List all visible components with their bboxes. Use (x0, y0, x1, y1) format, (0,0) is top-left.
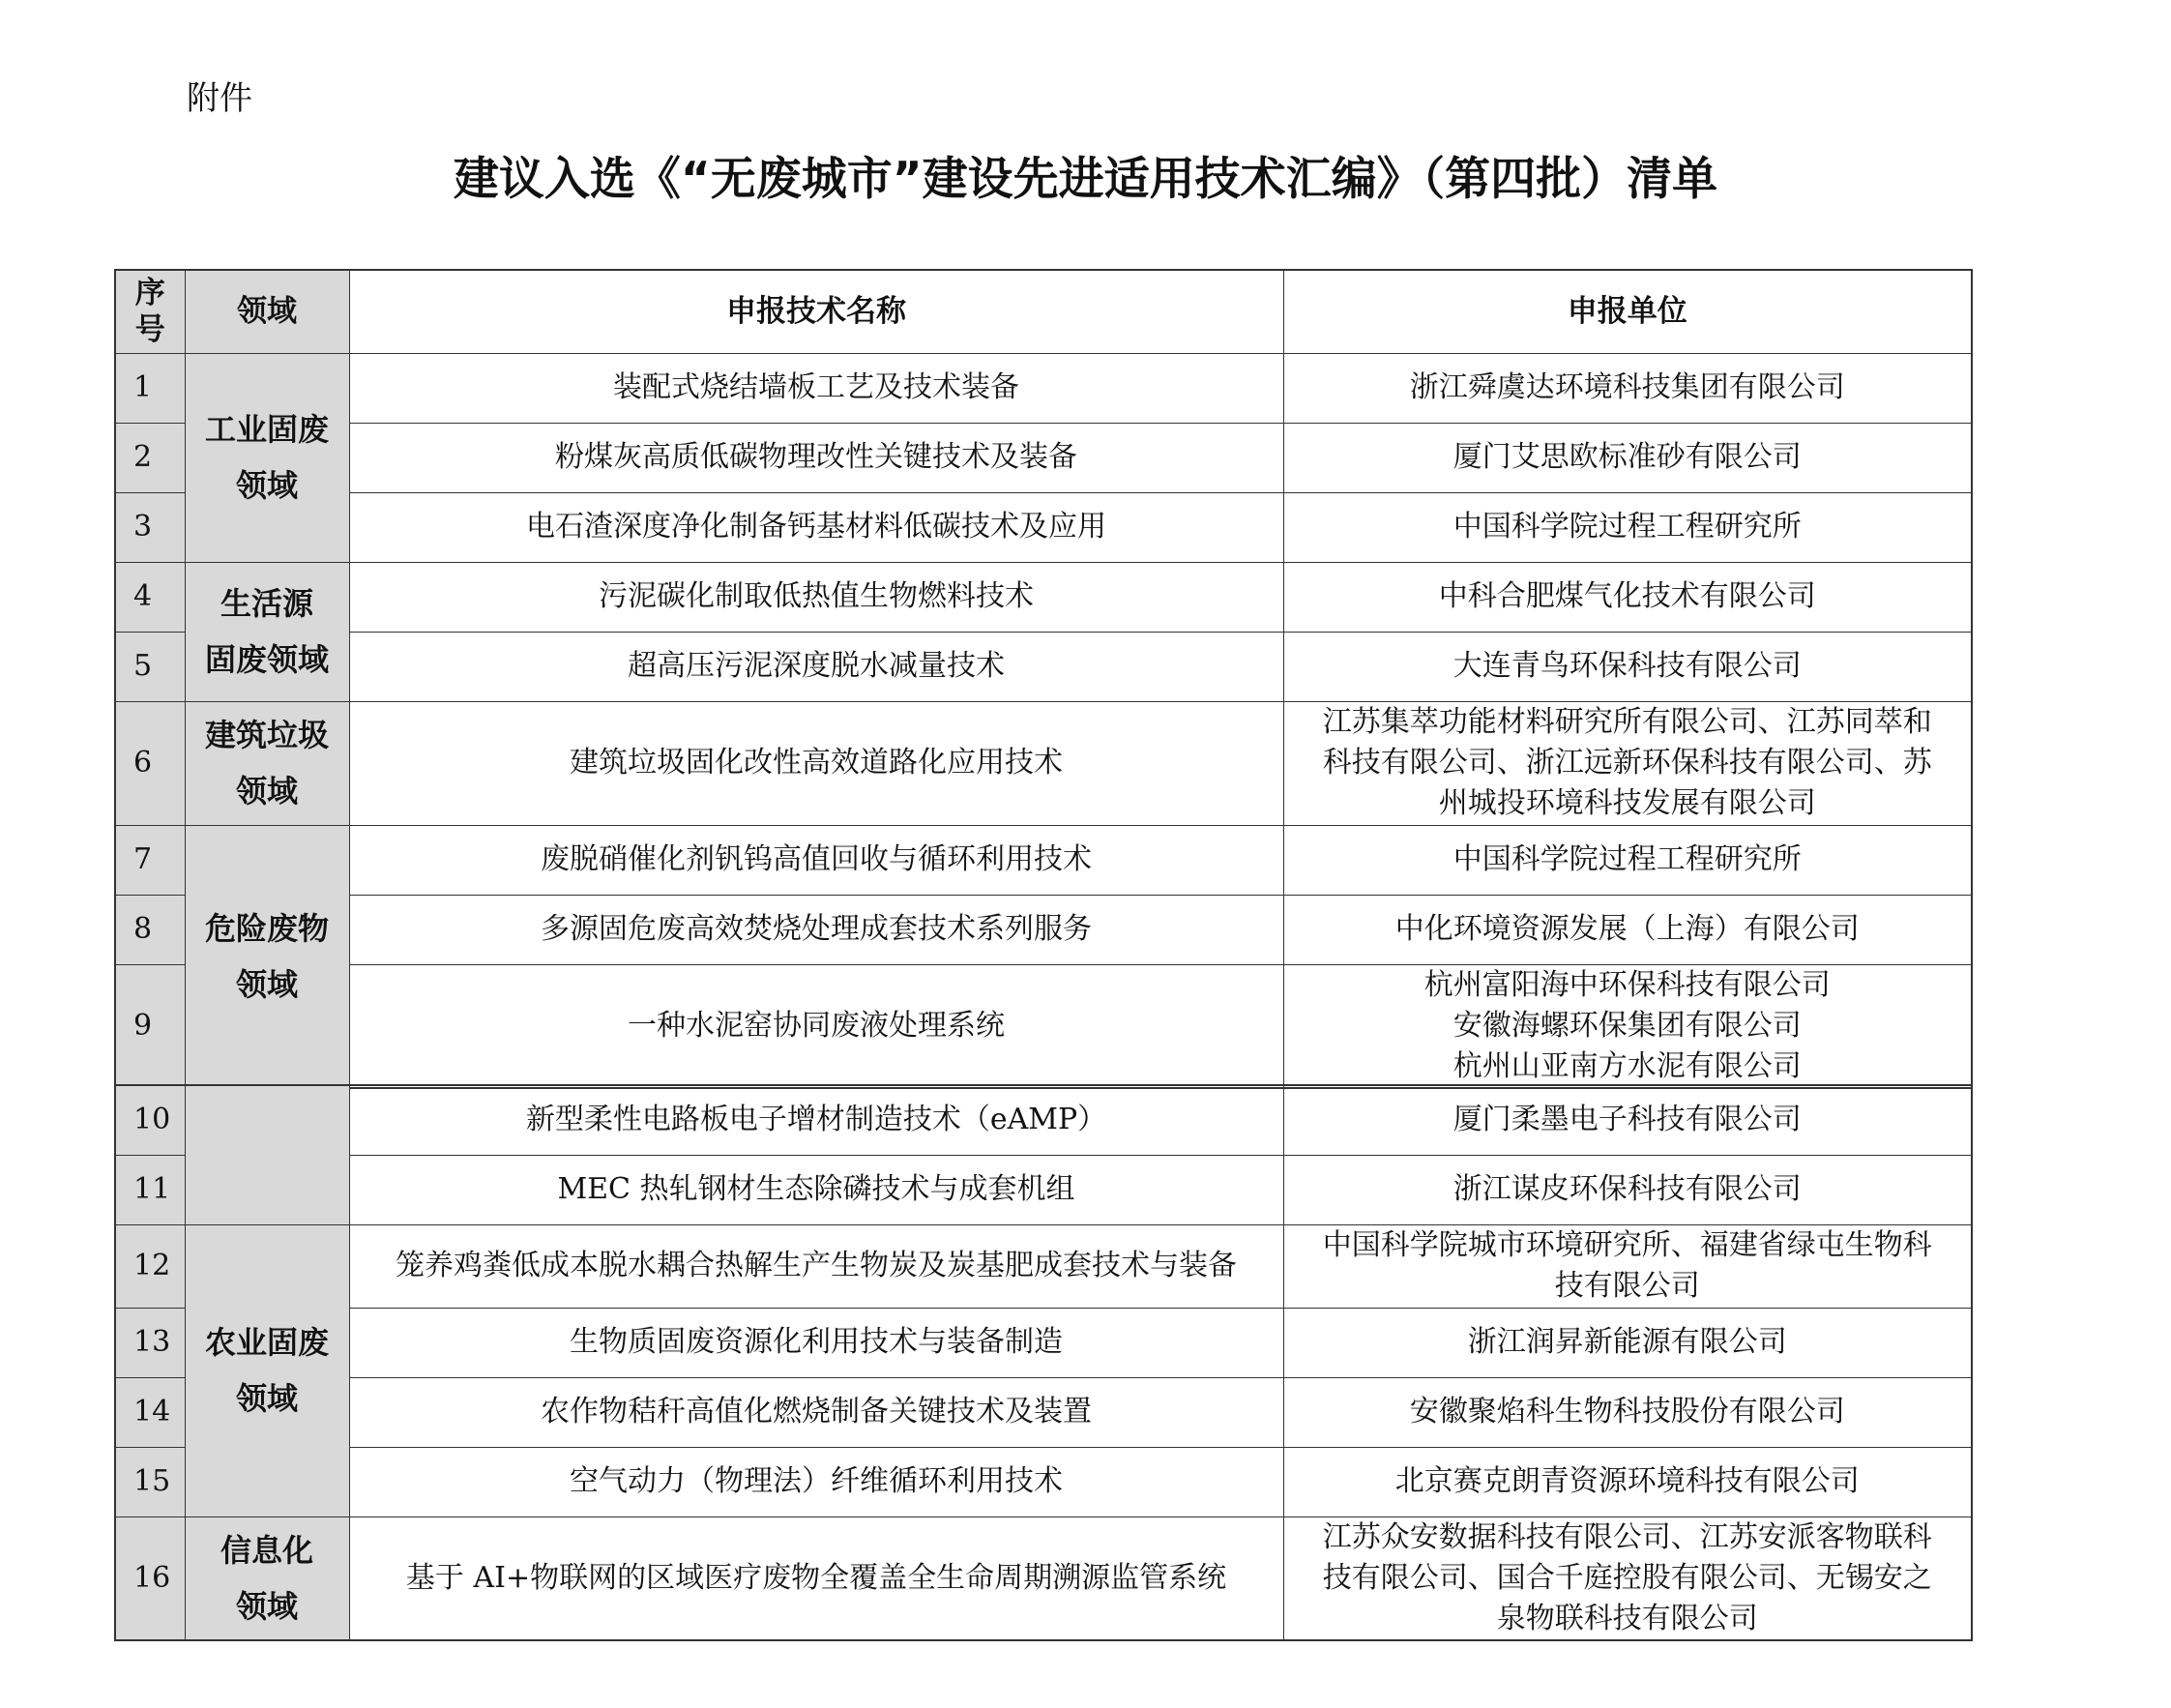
field-line: 建筑垃圾 (204, 717, 329, 753)
row-number: 13 (115, 1308, 185, 1377)
row-number: 2 (115, 423, 185, 492)
attachment-label: 附件 (187, 79, 252, 118)
table-row (115, 895, 1972, 964)
tech-name: 笼养鸡粪低成本脱水耦合热解生产生物炭及炭基肥成套技术与装备 (349, 1224, 1283, 1308)
table-row (115, 1377, 1972, 1447)
field-cell (185, 562, 349, 701)
applicant-unit (1283, 895, 1972, 964)
table-row (115, 562, 1972, 632)
table-row (115, 1517, 1972, 1640)
table-row (115, 1155, 1972, 1224)
row-number: 14 (115, 1377, 185, 1447)
field-cell (185, 701, 349, 825)
unit-line: 浙江舜虞达环境科技集团有限公司 (1409, 370, 1845, 404)
tech-name: 建筑垃圾固化改性高效道路化应用技术 (349, 701, 1283, 825)
unit-line: 江苏众安数据科技有限公司、江苏安派客物联科 (1322, 1519, 1932, 1554)
unit-line: 州城投环境科技发展有限公司 (1438, 786, 1816, 820)
row-number: 16 (115, 1517, 185, 1640)
unit-line: 中国科学院过程工程研究所 (1452, 510, 1802, 544)
applicant-unit (1283, 423, 1972, 492)
row-number: 9 (115, 964, 185, 1088)
header-seq-line-1: 序 (134, 276, 165, 311)
unit-line: 中国科学院城市环境研究所、福建省绿屯生物科 (1322, 1228, 1932, 1262)
applicant-unit (1283, 492, 1972, 562)
applicant-unit (1283, 1517, 1972, 1640)
unit-line: 中科合肥煤气化技术有限公司 (1438, 579, 1816, 613)
row-number: 8 (115, 895, 185, 964)
applicant-unit (1283, 1224, 1972, 1308)
table-row (115, 1085, 1972, 1155)
field-cell (185, 825, 349, 1088)
tech-name: 超高压污泥深度脱水减量技术 (349, 632, 1283, 701)
applicant-unit (1283, 1085, 1972, 1155)
table-row (115, 1308, 1972, 1377)
unit-line: 科技有限公司、浙江远新环保科技有限公司、苏 (1322, 746, 1932, 780)
unit-line: 江苏集萃功能材料研究所有限公司、江苏同萃和 (1322, 705, 1932, 739)
field-cell (185, 353, 349, 562)
unit-line: 泉物联科技有限公司 (1496, 1601, 1758, 1635)
unit-line: 大连青鸟环保科技有限公司 (1452, 649, 1802, 683)
field-line: 工业固废 (204, 411, 329, 448)
applicant-unit (1283, 1377, 1972, 1447)
table-row (115, 353, 1972, 423)
applicant-unit (1283, 701, 1972, 825)
unit-line: 北京赛克朗青资源环境科技有限公司 (1394, 1464, 1860, 1498)
field-cell (185, 1224, 349, 1517)
field-line: 信息化 (220, 1531, 313, 1569)
technology-table-part-2 (114, 1084, 1973, 1641)
field-line: 领域 (235, 467, 298, 504)
table-row (115, 701, 1972, 825)
header-row (115, 270, 1972, 353)
unit-line: 安徽聚焰科生物科技股份有限公司 (1409, 1395, 1845, 1428)
page-title: 建议入选《“无废城市”建设先进适用技术汇编》（第四批）清单 (453, 153, 1718, 206)
unit-line: 杭州富阳海中环保科技有限公司 (1423, 967, 1831, 1002)
row-number: 15 (115, 1447, 185, 1517)
header-seq (115, 270, 185, 353)
field-line: 固废领域 (204, 641, 329, 678)
applicant-unit (1283, 964, 1972, 1088)
tech-name: 新型柔性电路板电子增材制造技术（eAMP） (349, 1085, 1283, 1155)
row-number: 3 (115, 492, 185, 562)
row-number: 10 (115, 1085, 185, 1155)
header-unit: 申报单位 (1283, 270, 1972, 353)
tech-name: 电石渣深度净化制备钙基材料低碳技术及应用 (349, 492, 1283, 562)
tech-name: 多源固危废高效焚烧处理成套技术系列服务 (349, 895, 1283, 964)
unit-line: 技有限公司 (1554, 1269, 1700, 1303)
field-line: 领域 (235, 1587, 298, 1625)
tech-name: 基于 AI+物联网的区域医疗废物全覆盖全生命周期溯源监管系统 (349, 1517, 1283, 1640)
table-row (115, 423, 1972, 492)
field-line: 农业固废 (204, 1324, 329, 1361)
applicant-unit (1283, 825, 1972, 895)
row-number: 11 (115, 1155, 185, 1224)
row-number: 7 (115, 825, 185, 895)
field-line: 生活源 (220, 585, 313, 622)
tech-name: 废脱硝催化剂钒钨高值回收与循环利用技术 (349, 825, 1283, 895)
unit-line: 杭州山亚南方水泥有限公司 (1452, 1048, 1802, 1083)
applicant-unit (1283, 1447, 1972, 1517)
unit-line: 技有限公司、国合千庭控股有限公司、无锡安之 (1322, 1560, 1932, 1595)
row-number: 12 (115, 1224, 185, 1308)
header-seq-line-2: 号 (134, 312, 165, 348)
tech-name: 污泥碳化制取低热值生物燃料技术 (349, 562, 1283, 632)
tech-name: 粉煤灰高质低碳物理改性关键技术及装备 (349, 423, 1283, 492)
field-line: 领域 (235, 965, 298, 1003)
tech-name: 空气动力（物理法）纤维循环利用技术 (349, 1447, 1283, 1517)
row-number: 5 (115, 632, 185, 701)
row-number: 4 (115, 562, 185, 632)
header-tech-name: 申报技术名称 (349, 270, 1283, 353)
unit-line: 厦门柔墨电子科技有限公司 (1452, 1103, 1802, 1137)
row-number: 6 (115, 701, 185, 825)
unit-line: 中化环境资源发展（上海）有限公司 (1394, 912, 1860, 946)
tech-name: 生物质固废资源化利用技术与装备制造 (349, 1308, 1283, 1377)
unit-line: 浙江谋皮环保科技有限公司 (1452, 1172, 1802, 1206)
applicant-unit (1283, 632, 1972, 701)
table-row (115, 964, 1972, 1088)
field-line: 危险废物 (204, 909, 329, 947)
field-line: 领域 (235, 1380, 298, 1417)
tech-name: 一种水泥窑协同废液处理系统 (349, 964, 1283, 1088)
table-row (115, 1447, 1972, 1517)
applicant-unit (1283, 1155, 1972, 1224)
technology-table-part-1 (114, 269, 1973, 1089)
tech-name: 农作物秸秆高值化燃烧制备关键技术及装置 (349, 1377, 1283, 1447)
table-row (115, 632, 1972, 701)
tech-name: MEC 热轧钢材生态除磷技术与成套机组 (349, 1155, 1283, 1224)
applicant-unit (1283, 353, 1972, 423)
table-row (115, 492, 1972, 562)
unit-line: 中国科学院过程工程研究所 (1452, 842, 1802, 876)
table-row (115, 1224, 1972, 1308)
tech-name: 装配式烧结墙板工艺及技术装备 (349, 353, 1283, 423)
applicant-unit (1283, 1308, 1972, 1377)
unit-line: 浙江润昇新能源有限公司 (1467, 1325, 1787, 1359)
unit-line: 厦门艾思欧标准砂有限公司 (1452, 440, 1802, 474)
field-cell-empty (185, 1085, 349, 1224)
field-cell (185, 1517, 349, 1640)
field-line: 领域 (235, 773, 298, 810)
row-number: 1 (115, 353, 185, 423)
table-row (115, 825, 1972, 895)
unit-line: 安徽海螺环保集团有限公司 (1452, 1008, 1802, 1043)
header-field: 领域 (185, 270, 349, 353)
applicant-unit (1283, 562, 1972, 632)
